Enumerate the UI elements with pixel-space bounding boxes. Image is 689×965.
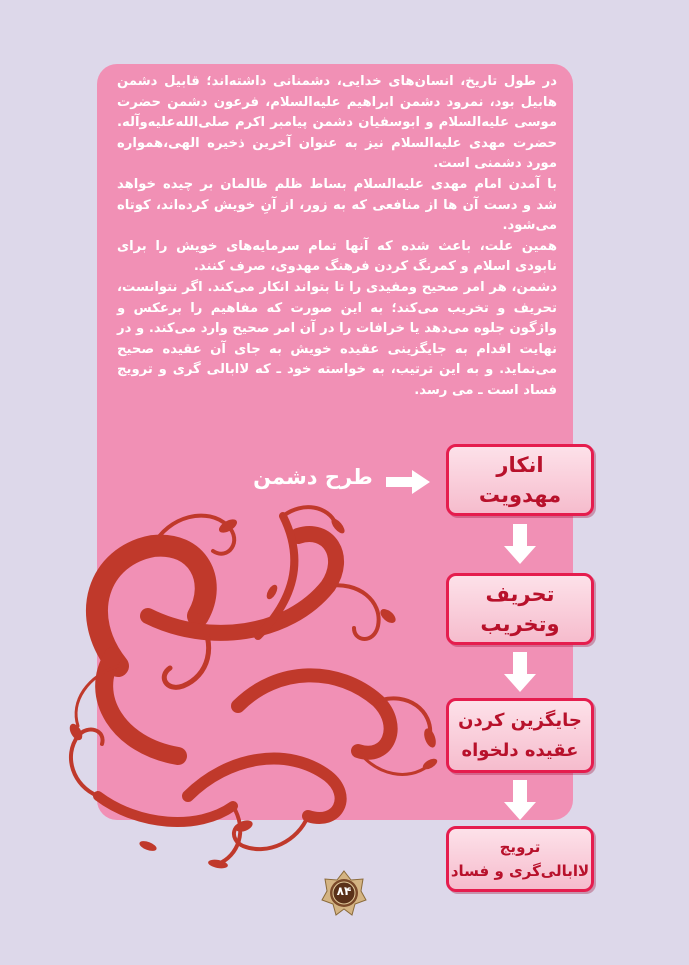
down-arrow-icon	[504, 524, 536, 564]
paragraph-1: در طول تاریخ، انسان‌های خدایی، دشمنانی داشته‌اند؛ قابیل دشمن هابیل بود، نمرود دشمن ابراهیم علیه‌السلام، فرعون دشمن حضرت موسی علیه‌السلام و ابوسفیان دشمن پیامبر اکرم صلی‌الله‌علیه‌وآله. حضرت مهدی علیه‌السلام نیز به عنوان آخرین ذخیره الهی،همواره مورد دشمنی است.	[117, 74, 557, 172]
paragraph-4: دشمن، هر امر صحیح ومفیدی را تا بتواند انکار می‌کند. اگر نتوانست، تحریف و تخریب می‌کند؛ به این صورت که مفاهیم را برعکس و واژگون جلوه می‌دهد یا خرافات را در آن امر صحیح وارد می‌کند. و در نهایت اقدام به جایگزینی عقیده خویش به جای آن عقیده صحیح می‌نماید. و به این ترتیب، به خواسته خود ـ که لاابالی گری و ترویج فساد است ـ می رسد.	[117, 279, 557, 398]
flow-step-denial	[446, 444, 594, 516]
flow-step-3-line-2: عقیده دلخواه	[461, 739, 579, 761]
right-arrow-icon	[386, 470, 430, 494]
floral-ornament	[58, 496, 450, 874]
paragraph-3: همین علت، باعث شده که آنها تمام سرمایه‌های خویش را برای نابودی اسلام و کمرنگ کردن فرهنگ مهدوی، صرف کنند.	[117, 238, 557, 275]
page-number: ۸۴	[336, 884, 352, 898]
plan-label: طرح دشمن	[253, 465, 373, 489]
flow-step-2-line-1: تحریف	[485, 582, 555, 606]
paragraph-2: با آمدن امام مهدی علیه‌السلام بساط ظلم ظالمان بر چیده خواهد شد و دست آن ها از منافعی که به زور، از آنِ خویش کرده‌اند، کوتاه می‌شود.	[117, 176, 557, 234]
body-text	[117, 72, 557, 402]
flow-step-1-line-1: انکار	[496, 453, 544, 477]
down-arrow-icon	[504, 780, 536, 820]
flow-step-distortion	[446, 573, 594, 645]
flow-step-replacement	[446, 698, 594, 773]
flow-step-corruption	[446, 826, 594, 892]
flow-step-2-line-2: وتخریب	[480, 612, 560, 636]
flow-step-4-line-1: ترویج	[499, 838, 541, 856]
flow-step-3-line-1: جایگزین کردن	[458, 709, 582, 731]
flow-step-4-line-2: لاابالی‌گری و فساد	[450, 862, 590, 880]
flow-step-1-line-2: مهدویت	[478, 483, 562, 507]
down-arrow-icon	[504, 652, 536, 692]
